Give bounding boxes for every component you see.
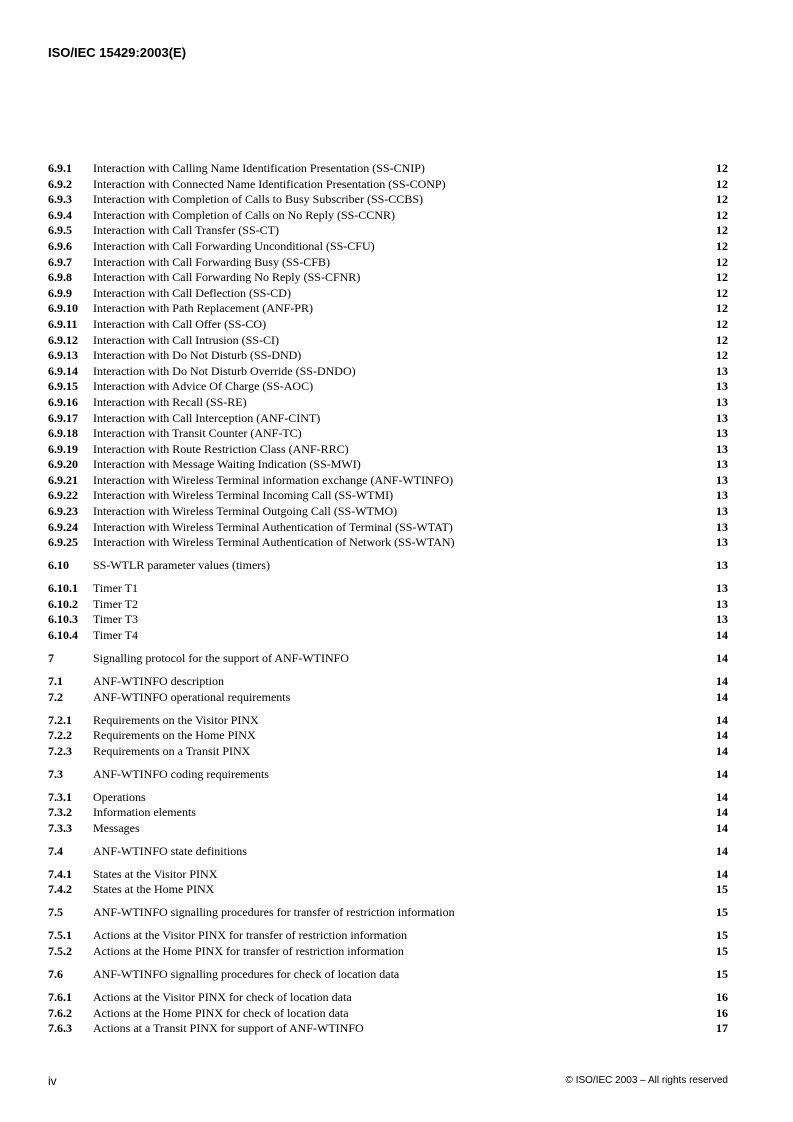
toc-entry[interactable] (48, 488, 728, 504)
toc-entry-page: 12 (716, 192, 728, 207)
toc-entry[interactable] (48, 728, 728, 744)
toc-entry-number: 7.6.2 (48, 1005, 72, 1020)
toc-entry-page: 14 (716, 843, 728, 858)
toc-entry[interactable] (48, 767, 728, 783)
toc-entry-page: 13 (716, 488, 728, 503)
toc-entry-title: Interaction with Wireless Terminal Incoming Call (SS-WTMI) (93, 488, 394, 503)
toc-entry-title: Interaction with Recall (SS-RE) (93, 394, 247, 409)
toc-entry-title: Interaction with Do Not Disturb (SS-DND) (93, 348, 302, 363)
toc-entry-title: Interaction with Path Replacement (ANF-PR) (93, 301, 313, 316)
toc-entry-number: 6.9.23 (48, 504, 78, 519)
copyright-notice: © ISO/IEC 2003 – All rights reserved (565, 1075, 728, 1086)
toc-entry-page: 14 (716, 628, 728, 642)
toc-entry-page: 14 (716, 866, 728, 881)
toc-entry-title: Actions at a Transit PINX for support of ANF-WTINFO (93, 1021, 364, 1036)
toc-entry-title: Actions at the Visitor PINX for check of location data (93, 989, 352, 1004)
toc-entry-title: ANF-WTINFO signalling procedures for check of location data (93, 967, 400, 981)
toc-entry-title: Interaction with Connected Name Identification Presentation (SS-CONP) (93, 176, 446, 191)
toc-entry[interactable] (48, 713, 728, 729)
toc-entry-title: Interaction with Call Transfer (SS-CT) (93, 223, 279, 238)
toc-entry-number: 6.9.9 (48, 285, 72, 300)
toc-entry-page: 13 (716, 596, 728, 611)
toc-entry-number: 7.6.3 (48, 1021, 72, 1036)
toc-entry-page: 16 (716, 1005, 728, 1020)
toc-entry-number: 7.1 (48, 673, 63, 688)
toc-entry-page: 12 (716, 316, 728, 331)
toc-entry-number: 6.10.4 (48, 628, 78, 642)
toc-entry-title: Timer T4 (93, 628, 139, 642)
toc-entry-title: Interaction with Do Not Disturb Override (SS-DNDO) (93, 363, 356, 378)
toc-entry-page: 12 (716, 285, 728, 300)
toc-entry-number: 7.2.2 (48, 728, 72, 743)
toc-entry-title: Actions at the Home PINX for transfer of restriction information (93, 944, 404, 959)
toc-entry-number: 7.2 (48, 689, 63, 704)
toc-entry-number: 6.9.15 (48, 379, 78, 394)
toc-entry[interactable] (48, 674, 728, 690)
toc-entry-page: 14 (716, 689, 728, 704)
toc-entry[interactable] (48, 805, 728, 821)
toc-entry-title: States at the Home PINX (93, 882, 215, 897)
toc-entry-page: 13 (716, 394, 728, 409)
toc-entry[interactable] (48, 867, 728, 883)
toc-entry-title: Operations (93, 789, 146, 804)
toc-entry-page: 13 (716, 457, 728, 472)
toc-entry-number: 7 (48, 650, 54, 665)
toc-entry-number: 6.10.1 (48, 581, 78, 596)
toc-entry-title: States at the Visitor PINX (93, 866, 218, 881)
toc-entry[interactable] (48, 651, 728, 667)
toc-entry-title: Timer T3 (93, 612, 139, 627)
toc-entry-page: 12 (716, 207, 728, 222)
toc-entry-title: Interaction with Call Offer (SS-CO) (93, 316, 267, 331)
toc-entry[interactable] (48, 239, 728, 255)
toc-entry-number: 7.2.1 (48, 712, 72, 727)
toc-entry-number: 7.3.1 (48, 789, 72, 804)
toc-entry-title: Information elements (93, 805, 196, 820)
toc-entry[interactable] (48, 628, 728, 644)
toc-entry[interactable] (48, 1021, 728, 1037)
toc-entry-title: ANF-WTINFO description (93, 673, 224, 688)
toc-entry-number: 6.9.5 (48, 223, 72, 238)
toc-entry-page: 15 (716, 944, 728, 959)
toc-entry-number: 7.3.3 (48, 820, 72, 835)
toc-entry-page: 13 (716, 535, 728, 550)
toc-entry-page: 12 (716, 270, 728, 285)
toc-entry[interactable] (48, 844, 728, 860)
toc-entry-title: Interaction with Call Deflection (SS-CD) (93, 285, 291, 300)
toc-entry-number: 7.6 (48, 967, 63, 981)
toc-entry[interactable] (48, 379, 728, 395)
toc-entry-page: 15 (716, 905, 728, 920)
toc-entry-title: Signalling protocol for the support of ANF-WTINFO (93, 650, 349, 665)
toc-entry-number: 7.4 (48, 843, 63, 858)
toc-entry-number: 7.3 (48, 766, 63, 781)
toc-entry-title: Actions at the Home PINX for check of location data (93, 1005, 349, 1020)
toc-entry-title: Timer T1 (93, 581, 139, 596)
toc-entry-number: 6.9.14 (48, 363, 78, 378)
toc-entry-page: 13 (716, 504, 728, 519)
toc-entry-number: 7.3.2 (48, 805, 72, 820)
toc-entry-number: 6.9.16 (48, 394, 78, 409)
toc-entry-title: Messages (93, 820, 140, 835)
toc-entry[interactable] (48, 317, 728, 333)
toc-entry-page: 14 (716, 766, 728, 781)
toc-entry[interactable] (48, 535, 728, 551)
toc-entry-title: Timer T2 (93, 596, 139, 611)
toc-entry-number: 6.9.20 (48, 457, 78, 472)
toc-entry-title: Interaction with Wireless Terminal Authentication of Terminal (SS-WTAT) (93, 519, 453, 534)
toc-entry[interactable] (48, 790, 728, 806)
toc-entry-number: 7.6.1 (48, 989, 72, 1004)
toc-entry-page: 15 (716, 882, 728, 897)
toc-entry-page: 14 (716, 673, 728, 688)
toc-entry[interactable] (48, 411, 728, 427)
toc-entry-page: 16 (716, 989, 728, 1004)
toc-entry-title: Actions at the Visitor PINX for transfer of restriction information (93, 928, 407, 943)
toc-entry-number: 6.9.10 (48, 301, 78, 316)
toc-entry[interactable] (48, 905, 728, 921)
toc-entry[interactable] (48, 744, 728, 760)
toc-entry[interactable] (48, 255, 728, 271)
toc-entry[interactable] (48, 1006, 728, 1022)
toc-entry[interactable] (48, 558, 728, 574)
toc-entry-page: 13 (716, 363, 728, 378)
toc-entry-title: Interaction with Call Interception (ANF-CINT) (93, 410, 321, 425)
toc-entry[interactable] (48, 520, 728, 536)
toc-entry[interactable] (48, 286, 728, 302)
toc-entry[interactable] (48, 821, 728, 837)
toc-entry-title: Interaction with Wireless Terminal Authentication of Network (SS-WTAN) (93, 535, 455, 550)
toc-entry-number: 6.10 (48, 558, 69, 573)
toc-entry-page: 14 (716, 728, 728, 743)
toc-entry-title: Interaction with Route Restriction Class (ANF-RRC) (93, 441, 349, 456)
toc-entry-number: 6.9.21 (48, 472, 78, 487)
toc-entry-page: 12 (716, 254, 728, 269)
toc-entry-number: 6.9.12 (48, 332, 78, 347)
toc-entry-page: 12 (716, 332, 728, 347)
toc-entry[interactable] (48, 223, 728, 239)
toc-entry[interactable] (48, 333, 728, 349)
toc-entry-page: 13 (716, 472, 728, 487)
toc-entry-page: 13 (716, 581, 728, 596)
toc-entry-title: Interaction with Transit Counter (ANF-TC) (93, 426, 302, 441)
toc-entry-page: 14 (716, 743, 728, 758)
toc-entry-title: Interaction with Call Forwarding No Reply (SS-CFNR) (93, 270, 361, 285)
toc-entry-number: 7.2.3 (48, 743, 72, 758)
toc-entry[interactable] (48, 581, 728, 597)
toc-entry-title: Requirements on the Home PINX (93, 728, 256, 743)
toc-entry-page: 15 (716, 928, 728, 943)
toc-entry-number: 6.9.2 (48, 176, 72, 191)
toc-entry[interactable] (48, 348, 728, 364)
toc-entry-page: 12 (716, 348, 728, 363)
toc-entry[interactable] (48, 612, 728, 628)
toc-entry-page: 14 (716, 712, 728, 727)
toc-entry-number: 6.9.11 (48, 316, 78, 331)
toc-entry[interactable] (48, 690, 728, 706)
toc-entry-title: Interaction with Completion of Calls on No Reply (SS-CCNR) (93, 207, 395, 222)
toc-entry[interactable] (48, 364, 728, 380)
toc-entry-page: 13 (716, 612, 728, 627)
toc-entry[interactable] (48, 928, 728, 944)
toc-entry-number: 7.4.2 (48, 882, 72, 897)
toc-entry-title: ANF-WTINFO operational requirements (93, 689, 291, 704)
table-of-contents (48, 161, 728, 1037)
toc-entry-number: 6.9.3 (48, 192, 72, 207)
toc-entry-page: 15 (716, 967, 728, 981)
toc-entry[interactable] (48, 597, 728, 613)
toc-entry-title: Interaction with Message Waiting Indication (SS-MWI) (93, 457, 361, 472)
toc-entry-title: SS-WTLR parameter values (timers) (93, 558, 270, 573)
toc-entry[interactable] (48, 395, 728, 411)
toc-entry-number: 6.9.13 (48, 348, 78, 363)
toc-entry-number: 6.9.17 (48, 410, 78, 425)
toc-entry-page: 12 (716, 161, 728, 175)
toc-entry-number: 6.9.24 (48, 519, 78, 534)
toc-entry[interactable] (48, 270, 728, 286)
toc-entry-title: Interaction with Advice Of Charge (SS-AOC) (93, 379, 314, 394)
toc-entry-page: 14 (716, 789, 728, 804)
toc-entry[interactable] (48, 504, 728, 520)
toc-entry-number: 6.9.25 (48, 535, 78, 550)
toc-entry-title: Interaction with Call Intrusion (SS-CI) (93, 332, 279, 347)
document-id-header: ISO/IEC 15429:2003(E) (48, 45, 187, 60)
toc-entry-number: 6.10.3 (48, 612, 78, 627)
toc-entry-title: Interaction with Call Forwarding Busy (SS-CFB) (93, 254, 330, 269)
toc-entry-number: 6.9.4 (48, 207, 72, 222)
toc-entry-page: 14 (716, 805, 728, 820)
toc-entry-number: 6.9.19 (48, 441, 78, 456)
toc-entry-page: 13 (716, 410, 728, 425)
toc-entry-page: 12 (716, 301, 728, 316)
toc-entry-number: 7.5.1 (48, 928, 72, 943)
toc-entry-page: 13 (716, 519, 728, 534)
toc-entry-number: 6.9.18 (48, 426, 78, 441)
toc-entry-number: 7.4.1 (48, 866, 72, 881)
toc-entry-title: Interaction with Wireless Terminal information exchange (ANF-WTINFO) (93, 472, 454, 487)
toc-entry-title: Interaction with Calling Name Identification Presentation (SS-CNIP) (93, 161, 425, 175)
toc-entry-number: 6.10.2 (48, 596, 78, 611)
toc-entry-title: Requirements on a Transit PINX (93, 743, 251, 758)
toc-entry-page: 13 (716, 558, 728, 573)
toc-entry-title: Interaction with Call Forwarding Unconditional (SS-CFU) (93, 238, 375, 253)
toc-entry[interactable] (48, 426, 728, 442)
toc-entry[interactable] (48, 301, 728, 317)
toc-entry[interactable] (48, 177, 728, 193)
toc-entry-title: ANF-WTINFO state definitions (93, 843, 247, 858)
toc-entry[interactable] (48, 457, 728, 473)
toc-entry[interactable] (48, 442, 728, 458)
toc-entry-title: ANF-WTINFO signalling procedures for transfer of restriction information (93, 905, 455, 920)
toc-entry[interactable] (48, 944, 728, 960)
toc-entry-page: 12 (716, 176, 728, 191)
toc-entry-page: 12 (716, 223, 728, 238)
toc-entry-number: 6.9.1 (48, 161, 72, 175)
toc-entry-page: 13 (716, 379, 728, 394)
toc-entry[interactable] (48, 967, 728, 983)
toc-entry-number: 6.9.6 (48, 238, 72, 253)
toc-entry-number: 7.5 (48, 905, 63, 920)
toc-entry[interactable] (48, 990, 728, 1006)
toc-entry-title: ANF-WTINFO coding requirements (93, 766, 269, 781)
toc-entry-page: 12 (716, 238, 728, 253)
toc-entry[interactable] (48, 208, 728, 224)
toc-entry-number: 7.5.2 (48, 944, 72, 959)
toc-entry-page: 14 (716, 820, 728, 835)
toc-entry[interactable] (48, 882, 728, 898)
toc-entry-title: Requirements on the Visitor PINX (93, 712, 259, 727)
toc-entry-page: 17 (716, 1021, 728, 1036)
toc-entry[interactable] (48, 192, 728, 208)
toc-entry-page: 13 (716, 441, 728, 456)
toc-entry-title: Interaction with Completion of Calls to Busy Subscriber (SS-CCBS) (93, 192, 423, 207)
toc-entry[interactable] (48, 161, 728, 177)
toc-entry-title: Interaction with Wireless Terminal Outgoing Call (SS-WTMO) (93, 504, 398, 519)
toc-entry-page: 14 (716, 650, 728, 665)
toc-entry-number: 6.9.7 (48, 254, 72, 269)
page-number: iv (48, 1074, 57, 1088)
toc-entry-number: 6.9.8 (48, 270, 72, 285)
toc-entry[interactable] (48, 473, 728, 489)
toc-entry-page: 13 (716, 426, 728, 441)
toc-entry-number: 6.9.22 (48, 488, 78, 503)
